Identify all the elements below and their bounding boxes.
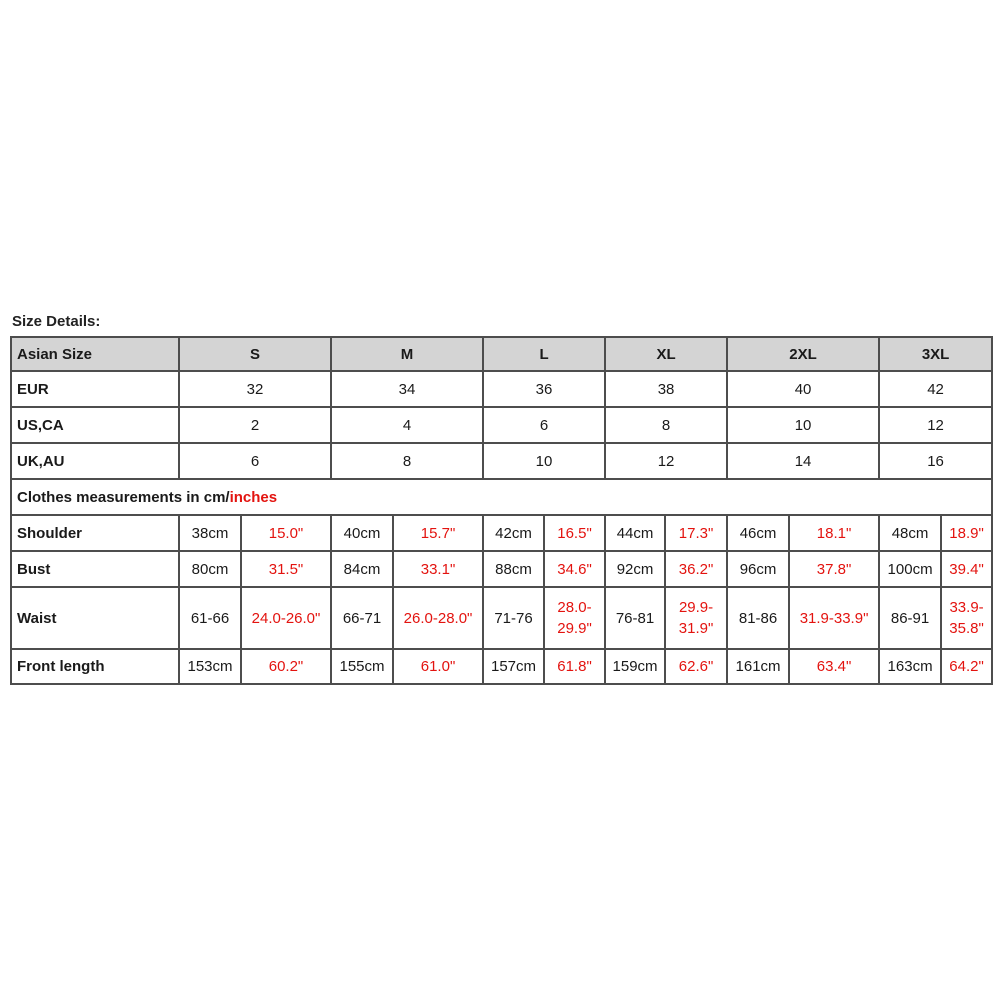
- front-length-2xl-cm: 161cm: [727, 649, 789, 684]
- bust-2xl-cm: 96cm: [727, 551, 789, 587]
- bust-3xl-inches: 39.4": [941, 551, 992, 587]
- shoulder-label: Shoulder: [11, 515, 179, 551]
- waist-l-inches: 28.0-29.9": [544, 587, 605, 649]
- waist-s-cm: 61-66: [179, 587, 241, 649]
- bust-row: [11, 551, 992, 587]
- us-ca-m: 4: [331, 407, 483, 443]
- size-header-xl: XL: [605, 337, 727, 371]
- header-row: [11, 337, 992, 371]
- measurements-title-prefix: Clothes measurements in cm/: [17, 488, 230, 506]
- size-header-m: M: [331, 337, 483, 371]
- bust-xl-inches: 36.2": [665, 551, 727, 587]
- waist-3xl-inches: 33.9-35.8": [941, 587, 992, 649]
- eur-2xl: 40: [727, 371, 879, 407]
- size-details-caption: Size Details:: [12, 313, 101, 330]
- shoulder-3xl-inches: 18.9": [941, 515, 992, 551]
- size-header-2xl: 2XL: [727, 337, 879, 371]
- us-ca-label: US,CA: [11, 407, 179, 443]
- eur-s: 32: [179, 371, 331, 407]
- us-ca-s: 2: [179, 407, 331, 443]
- bust-m-inches: 33.1": [393, 551, 483, 587]
- shoulder-3xl-cm: 48cm: [879, 515, 941, 551]
- front-length-row: [11, 649, 992, 684]
- bust-label: Bust: [11, 551, 179, 587]
- shoulder-row: [11, 515, 992, 551]
- shoulder-l-inches: 16.5": [544, 515, 605, 551]
- uk-au-xl: 12: [605, 443, 727, 479]
- front-length-m-cm: 155cm: [331, 649, 393, 684]
- us-ca-xl: 8: [605, 407, 727, 443]
- uk-au-label: UK,AU: [11, 443, 179, 479]
- uk-au-m: 8: [331, 443, 483, 479]
- shoulder-l-cm: 42cm: [483, 515, 544, 551]
- bust-3xl-cm: 100cm: [879, 551, 941, 587]
- size-header-3xl: 3XL: [879, 337, 992, 371]
- front-length-l-inches: 61.8": [544, 649, 605, 684]
- eur-row: [11, 371, 992, 407]
- size-header-s: S: [179, 337, 331, 371]
- waist-3xl-cm: 86-91: [879, 587, 941, 649]
- front-length-l-cm: 157cm: [483, 649, 544, 684]
- waist-m-cm: 66-71: [331, 587, 393, 649]
- size-chart-table: [10, 336, 993, 685]
- shoulder-xl-cm: 44cm: [605, 515, 665, 551]
- eur-3xl: 42: [879, 371, 992, 407]
- front-length-3xl-cm: 163cm: [879, 649, 941, 684]
- eur-label: EUR: [11, 371, 179, 407]
- eur-l: 36: [483, 371, 605, 407]
- eur-m: 34: [331, 371, 483, 407]
- bust-l-cm: 88cm: [483, 551, 544, 587]
- us-ca-2xl: 10: [727, 407, 879, 443]
- waist-l-cm: 71-76: [483, 587, 544, 649]
- eur-xl: 38: [605, 371, 727, 407]
- waist-2xl-cm: 81-86: [727, 587, 789, 649]
- bust-2xl-inches: 37.8": [789, 551, 879, 587]
- uk-au-s: 6: [179, 443, 331, 479]
- waist-2xl-inches: 31.9-33.9": [789, 587, 879, 649]
- measurements-title-row: [11, 479, 992, 515]
- front-length-xl-cm: 159cm: [605, 649, 665, 684]
- front-length-xl-inches: 62.6": [665, 649, 727, 684]
- asian-size-label: Asian Size: [11, 337, 179, 371]
- shoulder-s-cm: 38cm: [179, 515, 241, 551]
- bust-s-inches: 31.5": [241, 551, 331, 587]
- front-length-s-inches: 60.2": [241, 649, 331, 684]
- bust-xl-cm: 92cm: [605, 551, 665, 587]
- shoulder-2xl-inches: 18.1": [789, 515, 879, 551]
- uk-au-3xl: 16: [879, 443, 992, 479]
- bust-l-inches: 34.6": [544, 551, 605, 587]
- front-length-2xl-inches: 63.4": [789, 649, 879, 684]
- waist-row: [11, 587, 992, 649]
- front-length-label: Front length: [11, 649, 179, 684]
- uk-au-2xl: 14: [727, 443, 879, 479]
- uk-au-l: 10: [483, 443, 605, 479]
- bust-s-cm: 80cm: [179, 551, 241, 587]
- shoulder-m-inches: 15.7": [393, 515, 483, 551]
- front-length-m-inches: 61.0": [393, 649, 483, 684]
- waist-label: Waist: [11, 587, 179, 649]
- waist-xl-cm: 76-81: [605, 587, 665, 649]
- front-length-3xl-inches: 64.2": [941, 649, 992, 684]
- waist-m-inches: 26.0-28.0": [393, 587, 483, 649]
- shoulder-xl-inches: 17.3": [665, 515, 727, 551]
- measurements-title: [11, 479, 992, 515]
- waist-s-inches: 24.0-26.0": [241, 587, 331, 649]
- uk-au-row: [11, 443, 992, 479]
- shoulder-2xl-cm: 46cm: [727, 515, 789, 551]
- size-header-l: L: [483, 337, 605, 371]
- us-ca-3xl: 12: [879, 407, 992, 443]
- waist-xl-inches: 29.9-31.9": [665, 587, 727, 649]
- us-ca-row: [11, 407, 992, 443]
- us-ca-l: 6: [483, 407, 605, 443]
- measurements-title-inches: inches: [229, 488, 278, 506]
- bust-m-cm: 84cm: [331, 551, 393, 587]
- shoulder-s-inches: 15.0": [241, 515, 331, 551]
- front-length-s-cm: 153cm: [179, 649, 241, 684]
- shoulder-m-cm: 40cm: [331, 515, 393, 551]
